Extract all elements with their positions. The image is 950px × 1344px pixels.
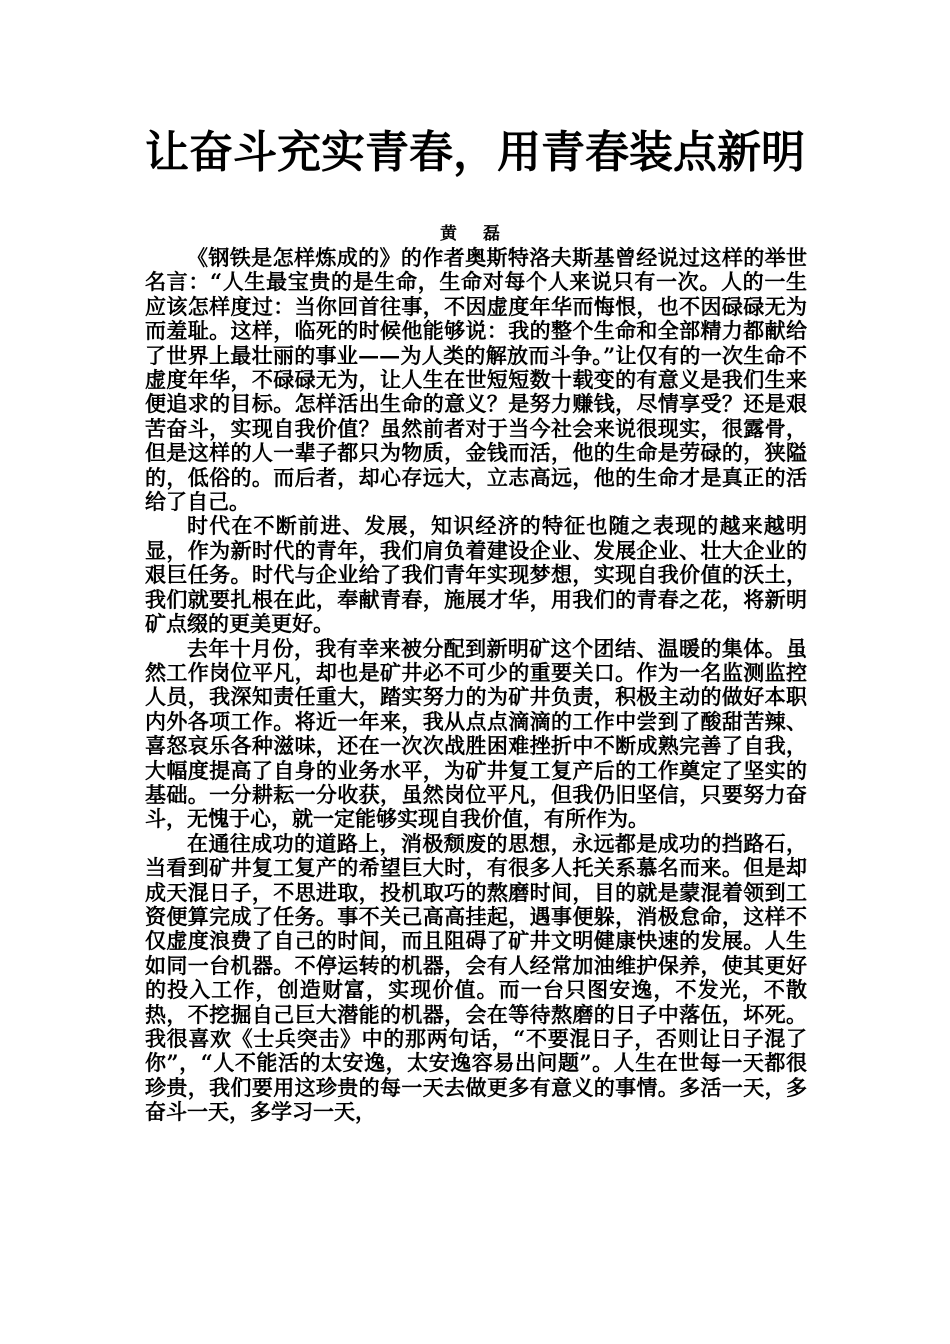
paragraph: 去年十月份，我有幸来被分配到新明矿这个团结、温暖的集体。虽然工作岗位平凡，却也是矿井必不可少的重要关口。作为一名监测监控人员，我深知责任重大，踏实努力的为矿井负责，积极主动的做好本职内外各项工作。将近一年来，我从点点滴滴的工作中尝到了酸甜苦辣、喜怒哀乐各种滋味，还在一次次战胜困难挫折中不断成熟完善了自我，大幅度提高了自身的业务水平，为矿井复工复产后的工作奠定了坚实的基础。一分耕耘一分收获，虽然岗位平凡，但我仍旧坚信，只要努力奋斗，无愧于心，就一定能够实现自我价值，有所作为。 [145,635,807,832]
document-title: 让奋斗充实青春，用青春装点新明 [145,127,805,178]
paragraph: 时代在不断前进、发展，知识经济的特征也随之表现的越来越明显，作为新时代的青年，我们肩负着建设企业、发展企业、壮大企业的艰巨任务。时代与企业给了我们青年实现梦想，实现自我价值的沃土，我们就要扎根在此，奉献青春，施展才华，用我们的青春之花，将新明矿点缀的更美更好。 [145,513,807,637]
author-name: 黄 磊 [440,224,510,244]
article-body [145,246,807,1125]
paragraph: 在通往成功的道路上，消极颓废的思想，永远都是成功的挡路石，当看到矿井复工复产的希望巨大时，有很多人托关系慕名而来。但是却成天混日子，不思进取，投机取巧的熬磨时间，目的就是蒙混着领到工资便算完成了任务。事不关己高高挂起，遇事便躲，消极怠命，这样不仅虚度浪费了自己的时间，而且阻碍了矿井文明健康快速的发展。人生如同一台机器。不停运转的机器，会有人经常加油维护保养，使其更好的投入工作，创造财富，实现价值。而一台只图安逸，不发光，不散热，不挖掘自己巨大潜能的机器，会在等待熬磨的日子中落伍，坏死。我很喜欢《士兵突击》中的那两句话，“不要混日子，否则让日子混了你”，“人不能活的太安逸，太安逸容易出问题”。人生在世每一天都很珍贵，我们要用这珍贵的每一天去做更多有意义的事情。多活一天，多奋斗一天，多学习一天， [145,830,807,1125]
paragraph: 《钢铁是怎样炼成的》的作者奥斯特洛夫斯基曾经说过这样的举世名言：“人生最宝贵的是生命，生命对每个人来说只有一次。人的一生应该怎样度过：当你回首往事，不因虚度年华而悔恨，也不因碌碌无为而羞耻。这样，临死的时候他能够说：我的整个生命和全部精力都献给了世界上最壮丽的事业——为人类的解放而斗争。”让仅有的一次生命不虚度年华，不碌碌无为，让人生在世短短数十载变的有意义是我们生来便追求的目标。怎样活出生命的意义？是努力赚钱，尽情享受？还是艰苦奋斗，实现自我价值？虽然前者对于当今社会来说很现实，很露骨，但是这样的人一辈子都只为物质，金钱而活，他的生命是劳碌的，狭隘的，低俗的。而后者，却心存远大，立志高远，他的生命才是真正的活给了自己。 [145,245,807,515]
